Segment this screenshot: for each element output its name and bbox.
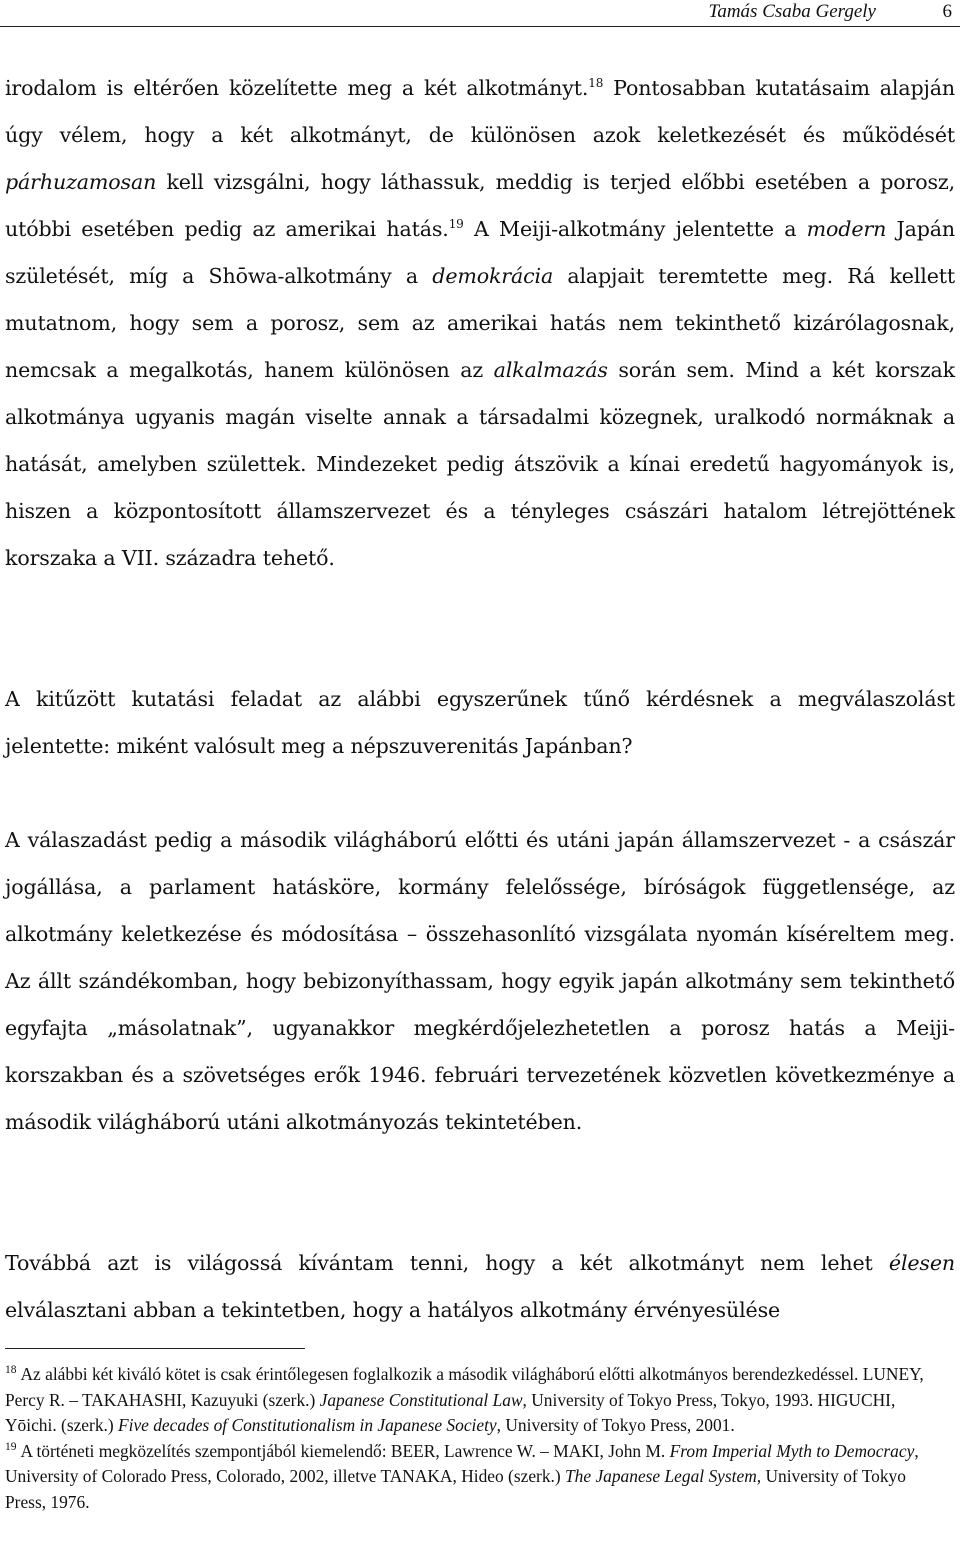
footnote-ref-19[interactable]: 19: [448, 217, 464, 232]
footnote-title: From Imperial Myth to Democracy: [669, 1440, 915, 1461]
p1-emphasis-3: demokrácia: [432, 264, 554, 288]
p1-text-1: irodalom is eltérően közelítette meg a két alkotmányt.: [5, 76, 589, 100]
p1-text-6: alapjait teremtette meg. Rá kellett mutatnom, hogy sem a porosz, sem az amerikai hatás nem tekinthető kizárólagosnak, nemcsak a megalkotás, hanem különösen az: [5, 264, 955, 382]
paragraph-2: A kitűzött kutatási feladat az alábbi egyszerűnek tűnő kérdésnek a megválaszolást jelentette: miként valósult meg a népszuverenitás Japánban?: [5, 687, 955, 758]
p1-emphasis-4: alkalmazás: [493, 358, 608, 382]
paragraph-3: A válaszadást pedig a második világháború előtti és utáni japán államszervezet - a császár jogállása, a parlament hatásköre, kormány felelőssége, bíróságok függetlensége, az alkotmány keletkezése és módosítása – összehasonlító vizsgálata nyomán kíséreltem meg. Az állt szándékomban, hogy bebizonyíthassam, hogy egyik japán alkotmány sem tekinthető egyfajta „másolatnak”, ugyanakkor megkérdőjelezhetetlen a porosz hatás a Meiji-korszakban és a szövetséges erők 1946. februári tervezetének közvetlen következménye a második világháború utáni alkotmányozás tekintetében.: [5, 828, 955, 1134]
p1-text-3: kell vizsgálni, hogy láthassuk, meddig is terjed előbbi esetében a porosz, utóbbi esetében pedig az amerikai hatás.: [5, 170, 955, 241]
footnote-separator: [5, 1348, 305, 1349]
footnote-title: Japanese Constitutional Law: [319, 1389, 523, 1410]
footnote-text: , University of Tokyo Press, Tokyo, 1993. HIGUCHI, Yōichi. (szerk.): [5, 1389, 896, 1436]
running-header: [0, 0, 960, 27]
footnote-text: Az alábbi két kiváló kötet is csak érintőlegesen foglalkozik a második világháború előtti alkotmányos berendezkedéssel. LUNEY, Percy R. – TAKAHASHI, Kazuyuki (szerk.): [5, 1364, 924, 1410]
footnote-text: University of Tokyo Press, 1976.: [5, 1466, 906, 1512]
footnote-title: The Japanese Legal System,: [565, 1466, 762, 1487]
footnote-number: 19: [5, 1440, 17, 1453]
page-number: 6: [942, 1, 952, 22]
p1-emphasis-1: párhuzamosan: [5, 170, 157, 194]
p1-text-5: Japán születését, míg a Shōwa-alkotmány a: [5, 217, 956, 288]
p4-emphasis-1: élesen: [888, 1251, 955, 1275]
footnote-18: [5, 1362, 950, 1439]
p4-text-2: elválasztani abban a tekintetben, hogy a hatályos alkotmány érvényesülése: [5, 1298, 781, 1322]
p1-text-2: Pontosabban kutatásaim alapján úgy vélem, hogy a két alkotmányt, de különösen azok keletkezését és működését: [5, 76, 955, 147]
paragraph-1: [5, 65, 955, 582]
p1-text-7: során sem. Mind a két korszak alkotmánya ugyanis magán viselte annak a társadalmi közegnek, uralkodó normáknak a hatását, amelyben születtek. Mindezeket pedig átszövik a kínai eredetű hagyományok is, hiszen a központosított államszervezet és a tényleges császári hatalom létrejöttének korszaka a VII. századra tehető.: [5, 358, 955, 570]
p1-emphasis-2: modern: [806, 217, 887, 241]
footnote-ref-18[interactable]: 18: [588, 76, 604, 91]
footnote-text: , University of Colorado Press, Colorado, 2002, illetve TANAKA, Hideo (szerk.): [5, 1440, 919, 1487]
footnote-number: 18: [5, 1364, 17, 1377]
footnote-title: Five decades of Constitutionalism in Japanese Society: [118, 1415, 497, 1436]
paragraph-4: [5, 1240, 955, 1334]
footnote-text: , University of Tokyo Press, 2001.: [496, 1415, 735, 1436]
p1-text-4: A Meiji-alkotmány jelentette a: [463, 217, 807, 241]
footnote-19: [5, 1439, 950, 1516]
p4-text-1: Továbbá azt is világossá kívántam tenni, hogy a két alkotmányt nem lehet: [5, 1251, 889, 1275]
footnotes: [5, 1362, 950, 1516]
footnote-text: A történeti megközelítés szempontjából kiemelendő: BEER, Lawrence W. – MAKI, John M.: [20, 1440, 670, 1461]
header-author: Tamás Csaba Gergely: [708, 1, 876, 22]
